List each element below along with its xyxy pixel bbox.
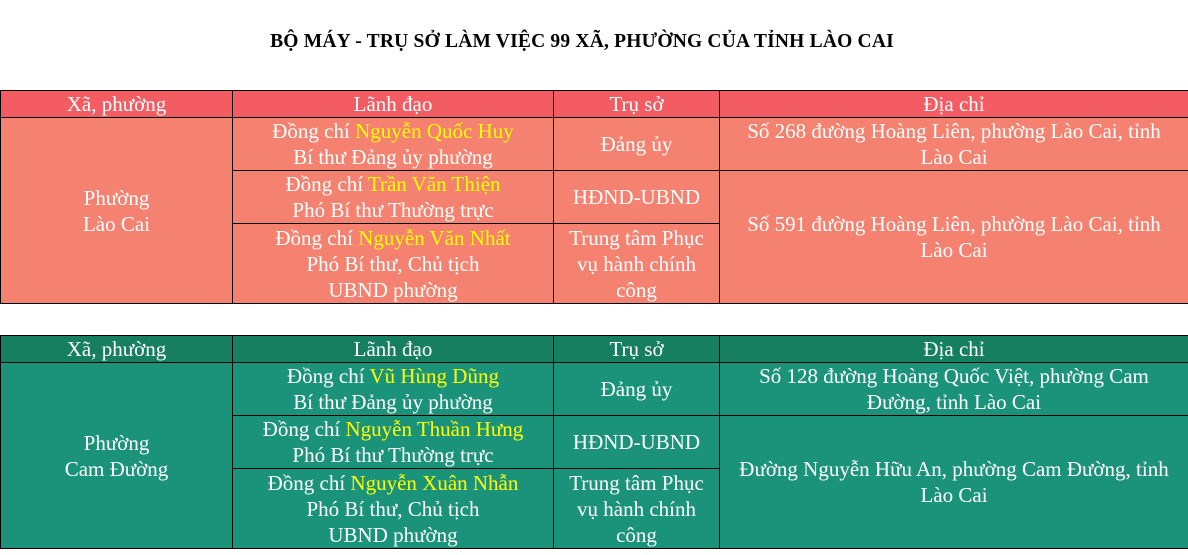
- office-cell: Đảng ủy: [554, 118, 720, 171]
- leader-position: Bí thư Đảng ủy phường: [293, 145, 493, 169]
- table-header-row: [1, 336, 1188, 363]
- leader-prefix: Đồng chí: [272, 119, 350, 143]
- office-cell: [554, 469, 720, 549]
- leader-position: Bí thư Đảng ủy phường: [293, 390, 493, 414]
- leader-position: Phó Bí thư Thường trực: [292, 198, 494, 222]
- office-cell: HĐND-UBND: [554, 171, 720, 224]
- leader-name: Nguyễn Thuần Hưng: [345, 417, 524, 441]
- leader-prefix: Đồng chí: [262, 417, 341, 441]
- page-title: BỘ MÁY - TRỤ SỞ LÀM VIỆC 99 XÃ, PHƯỜNG CỦA TỈNH LÀO CAI: [270, 31, 894, 52]
- office-text: Trung tâm Phục vụ hành chính công: [569, 225, 704, 302]
- ward-table-cam-duong: [0, 335, 1188, 549]
- header-leader: Lãnh đạo: [233, 91, 554, 118]
- ward-table-lao-cai: [0, 90, 1188, 304]
- header-office: Trụ sở: [554, 91, 720, 118]
- leader-name: Nguyễn Quốc Huy: [355, 119, 514, 143]
- ward-name-line2: Lào Cai: [82, 211, 151, 236]
- leader-name: Nguyễn Xuân Nhẫn: [350, 470, 519, 495]
- leader-cell: [233, 469, 554, 549]
- office-text: Trung tâm Phục vụ hành chính công: [569, 470, 704, 547]
- ward-name-line1: Phường: [83, 185, 150, 210]
- ward-name-line2: Cam Đường: [64, 456, 169, 481]
- address-cell: Số 591 đường Hoàng Liên, phường Lào Cai, tỉnh Lào Cai: [720, 171, 1188, 304]
- leader-cell: [233, 118, 554, 171]
- header-ward: Xã, phường: [1, 336, 233, 363]
- header-ward: Xã, phường: [1, 91, 233, 118]
- table-header-row: [1, 91, 1188, 118]
- leader-prefix: Đồng chí: [285, 172, 364, 196]
- header-address: Địa chỉ: [720, 336, 1188, 363]
- table-row: [1, 363, 1188, 416]
- header-office: Trụ sở: [554, 336, 720, 363]
- leader-position: Phó Bí thư, Chủ tịch UBND phường: [306, 496, 480, 547]
- leader-name: Nguyễn Văn Nhất: [358, 225, 511, 250]
- leader-cell: [233, 224, 554, 304]
- leader-position: Phó Bí thư Thường trực: [292, 443, 494, 467]
- leader-position: Phó Bí thư, Chủ tịch UBND phường: [306, 251, 480, 302]
- leader-name: Trần Văn Thiện: [367, 172, 501, 196]
- table-row: [1, 118, 1188, 171]
- ward-name-line1: Phường: [83, 430, 150, 455]
- leader-prefix: Đồng chí: [287, 364, 365, 388]
- office-cell: HĐND-UBND: [554, 416, 720, 469]
- header-leader: Lãnh đạo: [233, 336, 554, 363]
- leader-name: Vũ Hùng Dũng: [369, 364, 499, 388]
- address-cell: Số 268 đường Hoàng Liên, phường Lào Cai, tỉnh Lào Cai: [720, 118, 1188, 171]
- address-cell: Đường Nguyễn Hữu An, phường Cam Đường, tỉnh Lào Cai: [720, 416, 1188, 549]
- leader-cell: [233, 363, 554, 416]
- leader-prefix: Đồng chí: [275, 225, 353, 250]
- leader-cell: [233, 416, 554, 469]
- ward-cell: [1, 118, 233, 304]
- ward-cell: [1, 363, 233, 549]
- office-cell: Đảng ủy: [554, 363, 720, 416]
- office-cell: [554, 224, 720, 304]
- address-cell: Số 128 đường Hoàng Quốc Việt, phường Cam Đường, tỉnh Lào Cai: [720, 363, 1188, 416]
- header-address: Địa chỉ: [720, 91, 1188, 118]
- leader-prefix: Đồng chí: [267, 470, 346, 495]
- leader-cell: [233, 171, 554, 224]
